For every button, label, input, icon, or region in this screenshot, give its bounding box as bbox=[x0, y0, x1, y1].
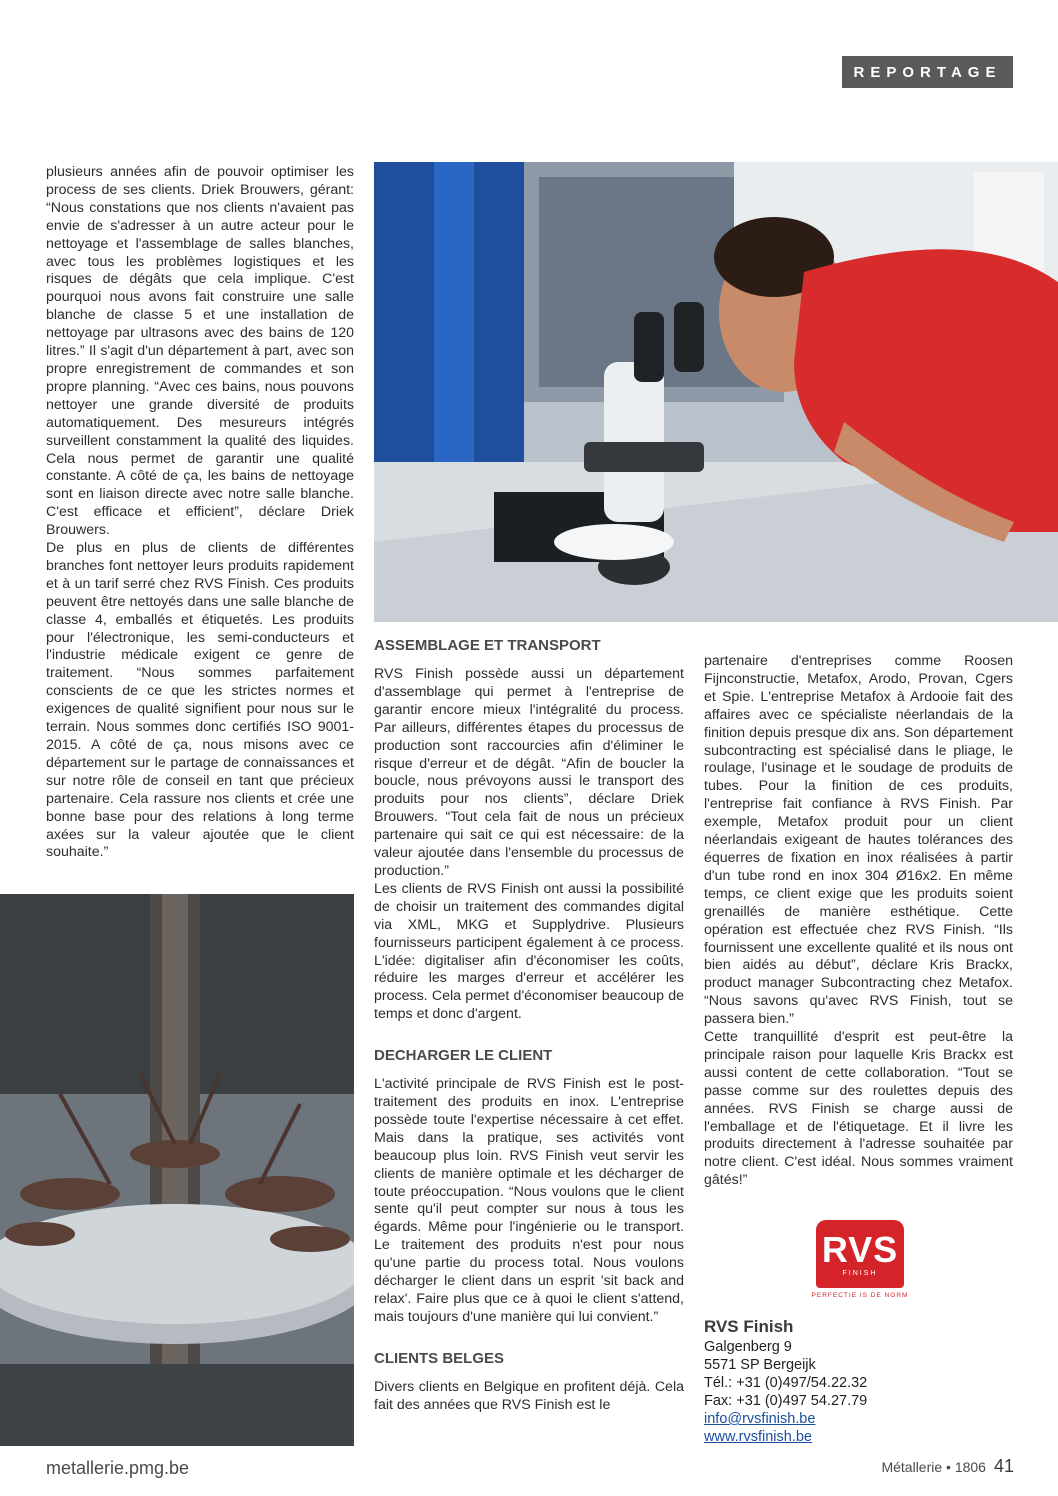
gears-photo bbox=[0, 894, 354, 1446]
rvs-finish-logo bbox=[798, 1214, 922, 1308]
heading-decharger: DECHARGER LE CLIENT bbox=[374, 1047, 553, 1065]
fax: Fax: +31 (0)497 54.27.79 bbox=[704, 1393, 868, 1409]
contact-block bbox=[704, 1316, 1004, 1446]
telephone: Tél.: +31 (0)497/54.22.32 bbox=[704, 1375, 868, 1391]
column-2-paragraph: Les clients de RVS Finish ont aussi la possibilité de choisir un traitement des commandes digital via XML, MKG et Supplydrive. Plusieurs fournisseurs participent également à ce process. L'idée: digitaliser afin d'économiser les coûts, réduire les marges d'erreur et accélérer les process. Cela permet d'économiser beaucoup de temps et donc d'argent. bbox=[374, 880, 684, 1023]
column-1-paragraph: De plus en plus de clients de différentes branches font nettoyer leurs produits rapidement et à un tarif serré chez RVS Finish. Ces produits peuvent être nettoyés dans une salle blanche de classe 4, emballés et étiquetés. Les produits pour l'électronique, les semi-conducteurs et l'industrie médicale exigent ce genre de traitement. “Nous sommes parfaitement conscients de ce que les strictes normes et exigences de qualité signifient pour nous sur le terrain. Nous sommes donc certifiés ISO 9001-2015. A côté de ça, nous misons avec ce département sur le partage de connaissances et sur notre rôle de conseil en tant que précieux partenaire. Cela rassure nos clients et crée une bonne base pour des relations à long terme axées sur la valeur ajoutée que le client souhaite.” bbox=[46, 540, 354, 861]
footer-site: metallerie.pmg.be bbox=[46, 1458, 190, 1478]
microscope-photo bbox=[374, 162, 1058, 622]
column-3-paragraph: Cette tranquillité d'esprit est peut-être la principale raison pour laquelle Kris Brackx est aussi content de cette collaboration. “Tout se passe comme sur des roulettes depuis des années. RVS Finish se charge aussi de l'emballage et de l'étiquetage. Et il livre les produits directement à l'adresse souhaitée par notre client. C'est idéal. Nous sommes vraiment gâtés!” bbox=[704, 1029, 1013, 1189]
column-2-paragraph: RVS Finish possède aussi un département d'assemblage qui permet à l'entreprise de garantir encore mieux l'intégralité du process. Par ailleurs, différentes étapes du processus de production sont raccourcies afin d'éliminer le risque d'erreur et de dégât. “Afin de boucler la boucle, nous prévoyons aussi le transport des produits pour nos clients”, déclare Driek Brouwers. “Tout cela fait de nous un précieux partenaire qui sait ce qui est nécessaire: de la valeur ajoutée dans l'ensemble du processus de production.” bbox=[374, 666, 684, 879]
street-address: Galgenberg 9 bbox=[704, 1339, 792, 1355]
email-link[interactable]: info@rvsfinish.be bbox=[704, 1411, 816, 1427]
page-number: 41 bbox=[993, 1456, 1014, 1476]
city-address: 5571 SP Bergeijk bbox=[704, 1357, 816, 1373]
column-2-paragraph: L'activité principale de RVS Finish est le post-traitement des produits en inox. L'entreprise possède toute l'expertise nécessaire à cet effet. Mais dans la pratique, ses activités vont beaucoup plus loin. RVS Finish veut servir les clients de manière optimale et les décharger de toute préoccupation. “Nous voulons que le client sente qu'il peut compter sur nous à tous les égards. Même pour l'ingénierie ou le transport. Le traitement des produits n'est pour nous qu'une partie du process total. Nous voulons décharger le client dans un esprit 'sit back and relax'. Faire plus que ce à quoi le client s'attend, mais toujours d'une manière qui lui convient.” bbox=[374, 1076, 684, 1325]
footer-issue: Métallerie • 1806 bbox=[881, 1459, 986, 1475]
logo-slogan: PERFECTIE IS DE NORM bbox=[811, 1292, 909, 1299]
gears-photo-illustration bbox=[0, 894, 354, 1446]
website-link[interactable]: www.rvsfinish.be bbox=[704, 1429, 812, 1445]
logo-badge bbox=[816, 1220, 904, 1288]
column-2-paragraph: Divers clients en Belgique en profitent déjà. Cela fait des années que RVS Finish est le bbox=[374, 1378, 684, 1413]
column-1-paragraph: plusieurs années afin de pouvoir optimiser les process de ses clients. Driek Brouwers, gérant: “Nous constations que nos clients n'avaient pas envie de s'adresser à un autre acteur pour le nettoyage et l'assemblage de salles blanches, avec tous les problèmes logistiques et les risques de dégâts que cela implique. C'est pourquoi nous avons fait construire une salle blanche de classe 5 et une installation de nettoyage par ultrasons avec des bains de 120 litres.” Il s'agit d'un département à part, avec son propre enregistrement de commandes et son propre planning. “Avec ces bains, nous pouvons nettoyer une grande diversité de produits automatiquement. Des mesureurs intégrés surveillent constamment la qualité des liquides. Cela nous permet de garantir une qualité constante. A côté de ça, les bains de nettoyage sont en liaison directe avec notre salle blanche. C'est efficace et efficient”, déclare Driek Brouwers. bbox=[46, 164, 354, 539]
column-3 bbox=[704, 653, 1013, 1190]
column-2 bbox=[374, 636, 684, 1415]
column-3-paragraph: partenaire d'entreprises comme Roosen Fijnconstructie, Metafox, Arodo, Provan, Cgers et Spie. L'entreprise Metafox à Ardooie fait des affaires avec ce spécialiste néerlandais de la finition depuis presque dix ans. Son département subcontracting est spécialisé dans le pliage, le roulage, l'usinage et le soudage de produits de tubes. Pour la finition de ces produits, l'entreprise fait confiance à RVS Finish. Par exemple, Metafox produit pour un client néerlandais exigeant de hautes tolérances des équerres de fixation en inox réalisées à partir d'un tube rond en inox 304 Ø16x2. En même temps, ce client exige que les produits soient grenaillés de manière esthétique. Cette opération est effectuée chez RVS Finish. “Ils fournissent une excellente qualité et ils nous ont bien aidés au début”, déclare Kris Brackx, product manager Subcontracting chez Metafox. “Nous savons qu'avec RVS Finish, tout se passera bien.” bbox=[704, 653, 1013, 1028]
column-1 bbox=[46, 164, 354, 862]
company-name: RVS Finish bbox=[704, 1317, 794, 1336]
microscope-photo-illustration bbox=[374, 162, 1058, 622]
heading-assemblage: ASSEMBLAGE ET TRANSPORT bbox=[374, 637, 601, 654]
heading-clients-belges: CLIENTS BELGES bbox=[374, 1349, 505, 1367]
section-tag: REPORTAGE bbox=[842, 56, 1013, 88]
logo-sub-text: FINISH bbox=[842, 1269, 878, 1277]
logo-main-text: RVS bbox=[821, 1228, 899, 1270]
footer-issue-info bbox=[881, 1456, 1014, 1477]
